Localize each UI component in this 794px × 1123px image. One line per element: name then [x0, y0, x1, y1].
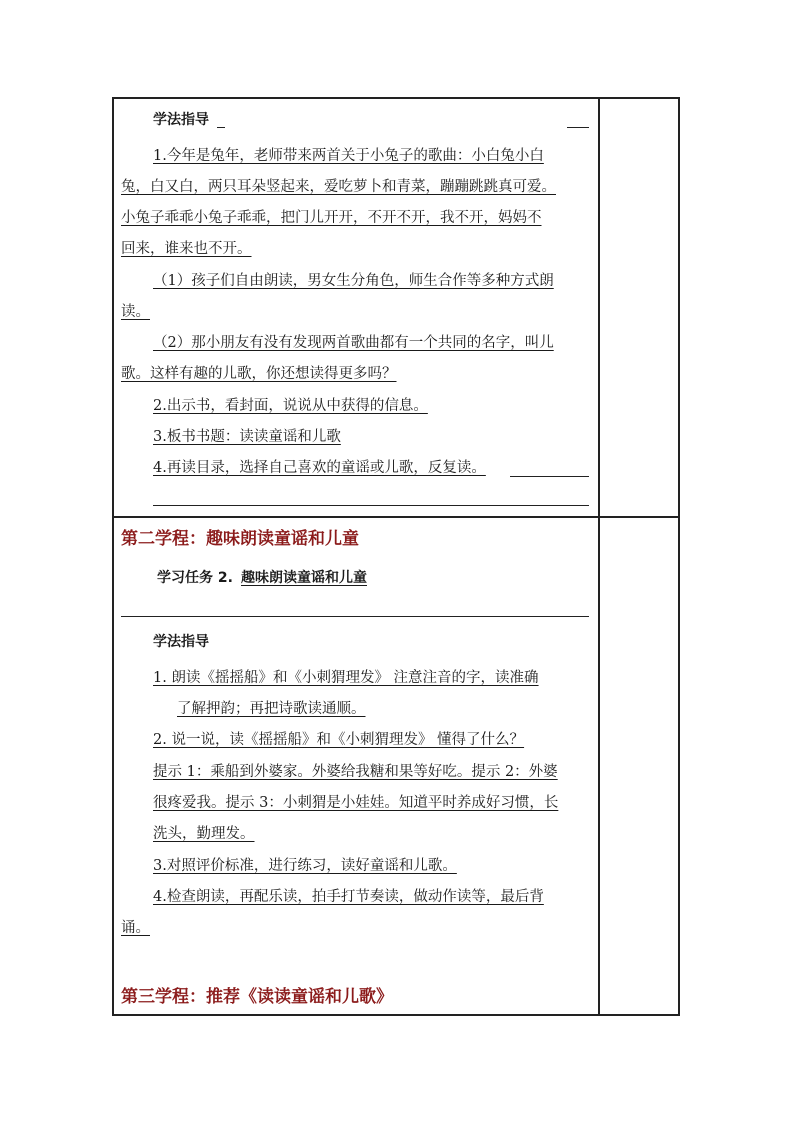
section1-line-10: 3.板书书题：读读童谣和儿歌: [153, 429, 341, 445]
section1-line-3: 小兔子乖乖小兔子乖乖，把门儿开开，不开不开，我不开，妈妈不: [121, 210, 542, 226]
stage-3-title: 第三学程：推荐《读读童谣和儿歌》: [121, 987, 393, 1007]
heading-underline-1: [217, 127, 225, 128]
section1-line-6: 读。: [121, 304, 150, 320]
task-label: 学习任务 2.: [157, 570, 233, 586]
section1-line-5: （1）孩子们自由朗读，男女生分角色，师生合作等多种方式朗: [153, 273, 554, 289]
line-11-trailing-rule: [510, 476, 589, 477]
heading-trailing-rule-1: [567, 127, 589, 128]
section2-line-8: 4.检查朗读，再配乐读，拍手打节奏读，做动作读等，最后背: [153, 889, 544, 905]
section2-line-6: 洗头，勤理发。: [153, 826, 255, 842]
method-guide-heading-2: 学法指导: [153, 634, 209, 650]
task-rule: [121, 616, 589, 617]
section1-line-9: 2.出示书，看封面，说说从中获得的信息。: [153, 398, 428, 414]
section2-line-3: 2. 说一说，读《摇摇船》和《小刺猬理发》 懂得了什么？: [153, 732, 525, 748]
section2-line-2: 了解押韵；再把诗歌读通顺。: [177, 701, 366, 717]
column-divider: [598, 99, 600, 1014]
section1-line-7: （2）那小朋友有没有发现两首歌曲都有一个共同的名字，叫儿: [153, 335, 554, 351]
row-divider: [114, 516, 678, 518]
task-text: 趣味朗读童谣和儿童: [241, 570, 367, 586]
section1-line-8: 歌。这样有趣的儿歌，你还想读得更多吗？: [121, 366, 397, 382]
method-guide-heading-1: 学法指导: [153, 112, 209, 128]
section1-line-11: 4.再读目录，选择自己喜欢的童谣或儿歌，反复读。: [153, 460, 486, 476]
stage-2-title: 第二学程：趣味朗读童谣和儿童: [121, 529, 359, 549]
section2-line-1: 1. 朗读《摇摇船》和《小刺猬理发》 注意注音的字，读准确: [153, 670, 539, 686]
section2-line-5: 很疼爱我。提示 3：小刺猬是小娃娃。知道平时养成好习惯，长: [153, 795, 559, 811]
section1-blank-rule: [153, 505, 589, 506]
lesson-plan-table: [112, 97, 680, 1016]
section2-line-9: 诵。: [121, 920, 150, 936]
section2-line-7: 3.对照评价标准，进行练习，读好童谣和儿歌。: [153, 858, 457, 874]
section1-line-4: 回来，谁来也不开。: [121, 241, 252, 257]
section2-line-4: 提示 1：乘船到外婆家。外婆给我糖和果等好吃。提示 2：外婆: [153, 764, 558, 780]
section1-line-1: 1.今年是兔年，老师带来两首关于小兔子的歌曲：小白兔小白: [153, 148, 544, 164]
section1-line-2: 兔，白又白，两只耳朵竖起来，爱吃萝卜和青菜，蹦蹦跳跳真可爱。: [121, 179, 556, 195]
